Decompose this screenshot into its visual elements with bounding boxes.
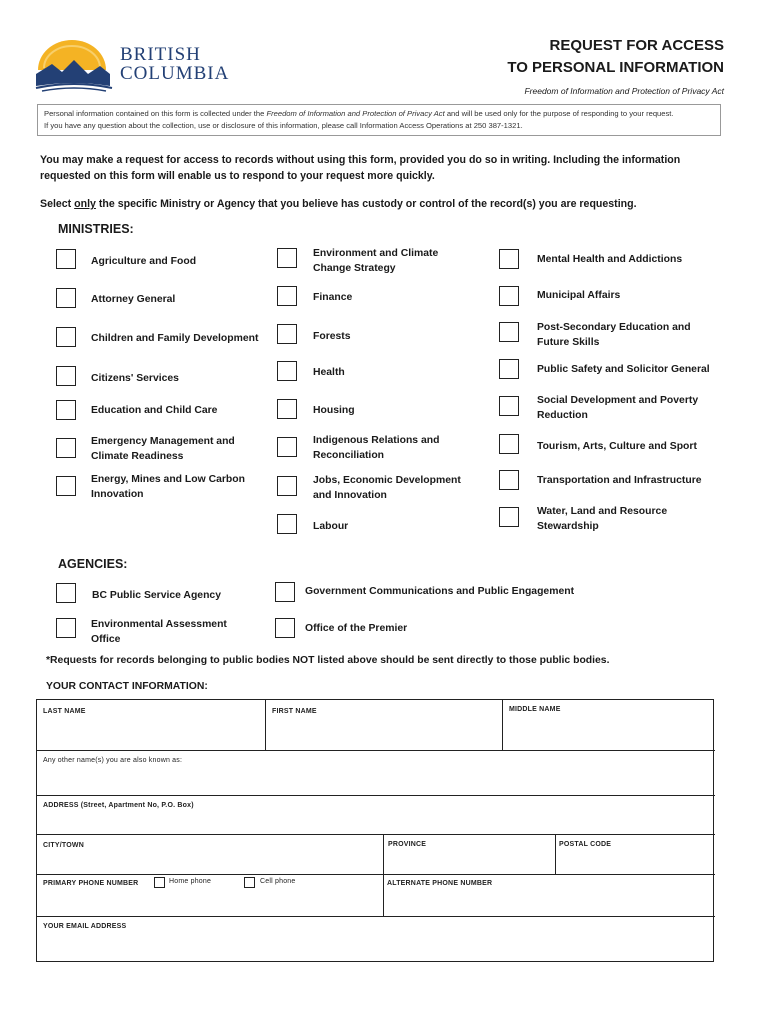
label-education: Education and Child Care bbox=[91, 405, 218, 416]
logo-line1: BRITISH bbox=[120, 44, 201, 65]
intro-text: You may make a request for access to records without using this form, provided you do so in writing. Including the information requested on this form will enable us to respond to your request more quickly. bbox=[40, 154, 681, 182]
cell-phone-checkbox[interactable] bbox=[244, 877, 255, 888]
label-municipal-affairs: Municipal Affairs bbox=[537, 290, 621, 301]
province-label: PROVINCE bbox=[388, 841, 427, 848]
checkbox-bc-public-service[interactable] bbox=[56, 583, 76, 603]
label-forests: Forests bbox=[313, 331, 351, 342]
checkbox-environmental-assessment[interactable] bbox=[56, 618, 76, 638]
postal-code-input[interactable] bbox=[557, 852, 713, 872]
alternate-phone-input[interactable] bbox=[385, 892, 713, 914]
email-label: YOUR EMAIL ADDRESS bbox=[43, 923, 127, 930]
other-names-input[interactable] bbox=[39, 768, 713, 793]
label-social-development: Social Development and Poverty Reduction bbox=[537, 395, 699, 421]
first-name-input[interactable] bbox=[267, 718, 500, 748]
label-agriculture: Agriculture and Food bbox=[91, 256, 197, 267]
notice-pre: Personal information contained on this form is collected under the bbox=[44, 109, 267, 118]
checkbox-housing[interactable] bbox=[277, 399, 297, 419]
checkbox-post-secondary[interactable] bbox=[499, 322, 519, 342]
checkbox-jobs[interactable] bbox=[277, 476, 297, 496]
title-line2: TO PERSONAL INFORMATION bbox=[507, 59, 724, 76]
label-children-family: Children and Family Development bbox=[91, 333, 259, 344]
alternate-phone-label: ALTERNATE PHONE NUMBER bbox=[387, 880, 493, 887]
select-instruction bbox=[40, 198, 637, 210]
sun-mountains-icon bbox=[34, 40, 118, 92]
divider bbox=[37, 750, 715, 751]
label-health: Health bbox=[313, 367, 345, 378]
label-labour: Labour bbox=[313, 521, 349, 532]
divider bbox=[37, 795, 715, 796]
label-transportation: Transportation and Infrastructure bbox=[537, 475, 702, 486]
notice-act: Freedom of Information and Protection of Privacy Act bbox=[266, 109, 445, 118]
first-name-label: FIRST NAME bbox=[272, 708, 317, 715]
checkbox-public-safety[interactable] bbox=[499, 359, 519, 379]
label-office-premier: Office of the Premier bbox=[305, 623, 408, 634]
label-housing: Housing bbox=[313, 405, 355, 416]
form-title bbox=[507, 35, 724, 79]
label-water-land: Water, Land and Resource Stewardship bbox=[537, 506, 668, 532]
logo-wordmark bbox=[120, 45, 229, 83]
notice-post: and will be used only for the purpose of responding to your request. bbox=[444, 109, 674, 118]
checkbox-children-family[interactable] bbox=[56, 327, 76, 347]
label-attorney-general: Attorney General bbox=[91, 294, 176, 305]
divider bbox=[383, 834, 384, 874]
city-label: CITY/TOWN bbox=[43, 842, 84, 849]
notice-line2: If you have any question about the collection, use or disclosure of this information, please call Information Access Operations at 250 387-1321. bbox=[44, 121, 523, 130]
label-emergency-management: Emergency Management and Climate Readiness bbox=[91, 436, 235, 462]
checkbox-emergency-management[interactable] bbox=[56, 438, 76, 458]
primary-phone-input[interactable] bbox=[39, 892, 381, 914]
label-citizens-services: Citizens' Services bbox=[91, 373, 179, 384]
label-public-safety: Public Safety and Solicitor General bbox=[537, 364, 710, 375]
checkbox-energy-mines[interactable] bbox=[56, 476, 76, 496]
divider bbox=[383, 874, 384, 916]
label-environmental-assessment: Environmental Assessment Office bbox=[91, 619, 227, 645]
checkbox-labour[interactable] bbox=[277, 514, 297, 534]
select-emph: only bbox=[74, 198, 96, 210]
middle-name-label: MIDDLE NAME bbox=[509, 706, 561, 713]
home-phone-checkbox[interactable] bbox=[154, 877, 165, 888]
checkbox-agriculture[interactable] bbox=[56, 249, 76, 269]
email-input[interactable] bbox=[39, 933, 713, 959]
contact-heading: YOUR CONTACT INFORMATION: bbox=[46, 681, 208, 692]
contact-form bbox=[36, 699, 714, 962]
checkbox-citizens-services[interactable] bbox=[56, 366, 76, 386]
bc-logo bbox=[34, 40, 230, 92]
checkbox-attorney-general[interactable] bbox=[56, 288, 76, 308]
last-name-label: LAST NAME bbox=[43, 708, 86, 715]
divider bbox=[502, 700, 503, 750]
checkbox-environment[interactable] bbox=[277, 248, 297, 268]
label-indigenous-relations: Indigenous Relations and Reconciliation bbox=[313, 435, 440, 461]
address-input[interactable] bbox=[39, 812, 713, 832]
label-gov-communications: Government Communications and Public Engagement bbox=[305, 586, 575, 597]
checkbox-health[interactable] bbox=[277, 361, 297, 381]
checkbox-social-development[interactable] bbox=[499, 396, 519, 416]
checkbox-forests[interactable] bbox=[277, 324, 297, 344]
divider bbox=[555, 834, 556, 874]
checkbox-tourism[interactable] bbox=[499, 434, 519, 454]
label-tourism: Tourism, Arts, Culture and Sport bbox=[537, 441, 697, 452]
checkbox-gov-communications[interactable] bbox=[275, 582, 295, 602]
city-input[interactable] bbox=[39, 852, 381, 872]
divider bbox=[37, 916, 715, 917]
label-environment: Environment and Climate Change Strategy bbox=[313, 248, 439, 274]
address-label: ADDRESS (Street, Apartment No, P.O. Box) bbox=[43, 802, 194, 809]
divider bbox=[37, 874, 715, 875]
checkbox-transportation[interactable] bbox=[499, 470, 519, 490]
checkbox-water-land[interactable] bbox=[499, 507, 519, 527]
primary-phone-label: PRIMARY PHONE NUMBER bbox=[43, 880, 139, 887]
select-post: the specific Ministry or Agency that you believe has custody or control of the record(s) you are requesting. bbox=[95, 198, 637, 210]
middle-name-input[interactable] bbox=[504, 718, 712, 748]
label-mental-health: Mental Health and Addictions bbox=[537, 254, 683, 265]
checkbox-finance[interactable] bbox=[277, 286, 297, 306]
label-energy-mines: Energy, Mines and Low Carbon Innovation bbox=[91, 474, 245, 500]
province-input[interactable] bbox=[385, 852, 553, 872]
checkbox-municipal-affairs[interactable] bbox=[499, 286, 519, 306]
other-names-label: Any other name(s) you are also known as: bbox=[43, 757, 183, 764]
checkbox-education[interactable] bbox=[56, 400, 76, 420]
checkbox-office-premier[interactable] bbox=[275, 618, 295, 638]
title-line1: REQUEST FOR ACCESS bbox=[549, 37, 724, 54]
label-post-secondary: Post-Secondary Education and Future Skills bbox=[537, 322, 691, 348]
checkbox-indigenous-relations[interactable] bbox=[277, 437, 297, 457]
label-finance: Finance bbox=[313, 292, 353, 303]
divider bbox=[37, 834, 715, 835]
ministries-heading: MINISTRIES: bbox=[58, 222, 134, 236]
notice-line1 bbox=[44, 108, 714, 120]
home-phone-label: Home phone bbox=[169, 878, 212, 885]
divider bbox=[265, 700, 266, 750]
cell-phone-label: Cell phone bbox=[260, 878, 296, 885]
label-jobs: Jobs, Economic Development and Innovation bbox=[313, 475, 461, 501]
public-bodies-note: *Requests for records belonging to public bodies NOT listed above should be sent directly to those public bodies. bbox=[46, 655, 610, 666]
postal-code-label: POSTAL CODE bbox=[559, 841, 612, 848]
checkbox-mental-health[interactable] bbox=[499, 249, 519, 269]
agencies-heading: AGENCIES: bbox=[58, 557, 128, 571]
label-bc-public-service: BC Public Service Agency bbox=[92, 590, 221, 601]
last-name-input[interactable] bbox=[39, 718, 263, 748]
select-pre: Select bbox=[40, 198, 75, 210]
form-subtitle: Freedom of Information and Protection of Privacy Act bbox=[524, 86, 724, 96]
privacy-notice bbox=[37, 104, 721, 136]
logo-line2: COLUMBIA bbox=[120, 63, 230, 84]
